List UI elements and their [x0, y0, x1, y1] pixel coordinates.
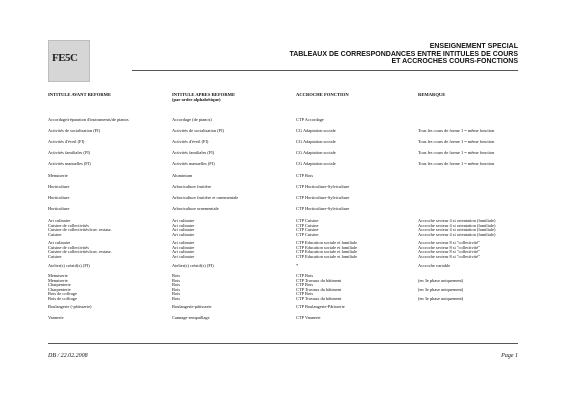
table-cell-c1: Activités d'éveil (FI)	[48, 139, 85, 144]
table-cell-c3: CTP Travaux du bâtiment	[296, 295, 342, 301]
table-cell-c3: CTP Cuisine	[296, 231, 319, 237]
table-cell-c3: CTP Education sociale et familiale	[296, 240, 358, 245]
table-cell-c1: Charpenterie	[48, 282, 71, 287]
table-cell-c2: Activités manuelles (FI)	[172, 161, 215, 166]
table-cell-c1: Horticulture	[48, 195, 70, 200]
table-cell-c1: Horticulture	[48, 184, 70, 189]
table-cell-c3: CTP Horticulture-Sylviculture	[296, 195, 350, 200]
table-cell-c2: Art culinaire	[172, 244, 195, 250]
table-cell-c1: Cuisine	[48, 231, 62, 237]
table-cell-c1: Boulangerie (-pâtisserie)	[48, 304, 92, 309]
table-cell-c3: CTP Horticulture-Sylviculture	[296, 206, 350, 211]
table-cell-c2: Activités familiales (FI)	[172, 150, 215, 155]
table-cell-c2: Aluminium	[172, 173, 193, 178]
footer-page-number: Page 1	[501, 353, 518, 359]
table-cell-c2: Bois	[172, 291, 181, 296]
table-cell-c1: Horticulture	[48, 206, 70, 211]
table-cell-c2: Arboriculture ornementale	[172, 206, 219, 211]
table-cell-c3: CG Adaptation sociale	[296, 161, 336, 166]
table-cell-c3: CTP Bois	[296, 173, 314, 178]
header-line-2: TABLEAUX DE CORRESPONDANCES ENTRE INTITULES DE COURS	[289, 50, 518, 58]
footer-reference: DB / 22.02.2008	[48, 353, 88, 359]
table-cell-c2: Art culinaire	[172, 222, 195, 228]
table-cell-c2: Activités d'éveil (FI)	[172, 139, 209, 144]
table-cell-c3: CTP Cuisine	[296, 227, 319, 232]
header-line-3: ET ACCROCHES COURS-FONCTIONS	[391, 58, 518, 66]
table-cell-c4: Tous les cours de forme 1 = même fonction	[418, 161, 495, 166]
table-cell-c3: CTP Horticulture-Sylviculture	[296, 184, 350, 189]
table-cell-c3: CTP Boulangerie-Pâtisserie	[296, 304, 345, 309]
table-cell-c3: CTP Travaux du bâtiment	[296, 286, 342, 292]
table-cell-c1: Activités manuelles (FI)	[48, 161, 91, 166]
table-cell-c2: Art culinaire	[172, 249, 195, 254]
table-cell-c2: Cannage-rempaillage	[172, 315, 210, 320]
table-cell-c3: CTP Education sociale et familiale	[296, 244, 358, 250]
table-cell-c4: (en 3e phase uniquement)	[418, 277, 464, 283]
table-cell-c4: Accroche secteur 4 si orientation (familiale)	[418, 227, 496, 232]
table-cell-c3: CG Adaptation sociale	[296, 150, 336, 155]
table-cell-c1: Menuiserie	[48, 273, 68, 278]
table-cell-c2: Atelier(s) créatif(s) (FI)	[172, 263, 214, 268]
table-cell-c1: Cuisine de collectivités	[48, 222, 89, 228]
table-cell-c3: CTP Bois	[296, 282, 314, 287]
table-cell-c3: CTP Cuisine	[296, 218, 319, 223]
table-cell-c4: Accroche secteur 8 si "collectivité"	[418, 253, 480, 259]
table-cell-c4: Accroche secteur 8 si "collectivité"	[418, 244, 480, 250]
table-cell-c2: Art culinaire	[172, 253, 195, 259]
table-cell-c1: Vannerie	[48, 315, 64, 320]
table-cell-c4: Accroche secteur 4 si orientation (familiale)	[418, 218, 496, 223]
table-cell-c1: Bois de coffrage	[48, 291, 77, 296]
table-cell-c3: CTP Education sociale et familiale	[296, 249, 358, 254]
table-cell-c4: Accroche variable	[418, 263, 451, 268]
table-cell-c4: Tous les cours de forme 1 = même fonction	[418, 150, 495, 155]
table-cell-c3: CTP Travaux du bâtiment	[296, 277, 342, 283]
table-cell-c1: Cuisine	[48, 253, 62, 259]
footer-divider	[48, 343, 518, 344]
table-cell-c4: Accroche secteur 4 si orientation (familiale)	[418, 222, 496, 228]
table-cell-c3: *	[296, 263, 299, 268]
table-cell-c1: Atelier(s) créatif(s) (FI)	[48, 263, 90, 268]
table-cell-c2: Bois	[172, 295, 181, 301]
document-header	[289, 43, 518, 66]
table-cell-c4: (en 3e phase uniquement)	[418, 295, 464, 301]
table-cell-c2: Activités de socialisation (FI)	[172, 128, 225, 133]
table-cell-c1: Art culinaire	[48, 240, 71, 245]
table-cell-c2: Arboriculture fruitière et ornementale	[172, 195, 239, 200]
table-cell-c1: Accordage/réparation d'instruments/de pianos	[48, 117, 129, 122]
table-cell-c4: (en 3e phase uniquement)	[418, 286, 464, 292]
table-cell-c3: CTP Bois	[296, 291, 314, 296]
table-cell-c4: Tous les cours de forme 1 = même fonction	[418, 128, 495, 133]
table-cell-c1: Cuisine de collectivités/trav. restaur.	[48, 249, 112, 254]
table-cell-c1: Cuisine de collectivités	[48, 244, 89, 250]
table-cell-c2: Art culinaire	[172, 240, 195, 245]
table-cell-c1: Activités familiales (FI)	[48, 150, 91, 155]
table-cell-c2: Bois	[172, 273, 181, 278]
column-header-remark: REMARQUE	[418, 92, 446, 97]
table-cell-c1: Cuisine de collectivités/trav. restaur.	[48, 227, 112, 232]
table-cell-c2: Boulangerie-pâtisserie	[172, 304, 212, 309]
table-cell-c3: CTP Bois	[296, 273, 314, 278]
column-header-after-subtitle: (par ordre alphabétique)	[172, 97, 221, 102]
header-line-1: ENSEIGNEMENT SPECIAL	[429, 43, 518, 50]
table-cell-c2: Bois	[172, 282, 181, 287]
table-cell-c2: Accordage (de pianos)	[172, 117, 212, 122]
table-cell-c4: Accroche secteur 8 si "collectivité"	[418, 240, 480, 245]
column-header-after	[172, 92, 235, 102]
table-cell-c2: Bois	[172, 286, 181, 292]
table-cell-c3: CTP Accordage	[296, 117, 324, 122]
table-cell-c3: CTP Education sociale et familiale	[296, 253, 358, 259]
table-cell-c2: Art culinaire	[172, 227, 195, 232]
column-header-function: ACCROCHE FONCTION	[296, 92, 349, 97]
table-cell-c1: Bois de coffrage	[48, 295, 77, 301]
table-cell-c2: Art culinaire	[172, 218, 195, 223]
table-cell-c2: Arboriculture fruitière	[172, 184, 212, 189]
school-logo	[48, 40, 90, 82]
table-cell-c3: CG Adaptation sociale	[296, 139, 336, 144]
table-cell-c3: CTP Cuisine	[296, 222, 319, 228]
table-cell-c2: Art culinaire	[172, 231, 195, 237]
column-header-after-title: INTITULE APRES REFORME	[172, 92, 236, 97]
table-cell-c1: Menuiserie	[48, 173, 68, 178]
column-header-before: INTITULE AVANT REFORME	[48, 92, 112, 97]
table-cell-c1: Activités de socialisation (FI)	[48, 128, 101, 133]
table-cell-c1: Menuiserie	[48, 277, 68, 283]
table-cell-c1: Charpenterie	[48, 286, 71, 292]
table-cell-c3: CG Adaptation sociale	[296, 128, 336, 133]
table-cell-c4: Tous les cours de forme 1 = même fonction	[418, 139, 495, 144]
table-cell-c4: Accroche secteur 4 si orientation (familiale)	[418, 231, 496, 237]
table-cell-c2: Bois	[172, 277, 181, 283]
table-cell-c3: CTP Vannerie	[296, 315, 321, 320]
logo-text: FE5C	[52, 52, 78, 64]
table-cell-c1: Art culinaire	[48, 218, 71, 223]
header-divider	[132, 70, 518, 71]
table-cell-c4: Accroche secteur 8 si "collectivité"	[418, 249, 480, 254]
